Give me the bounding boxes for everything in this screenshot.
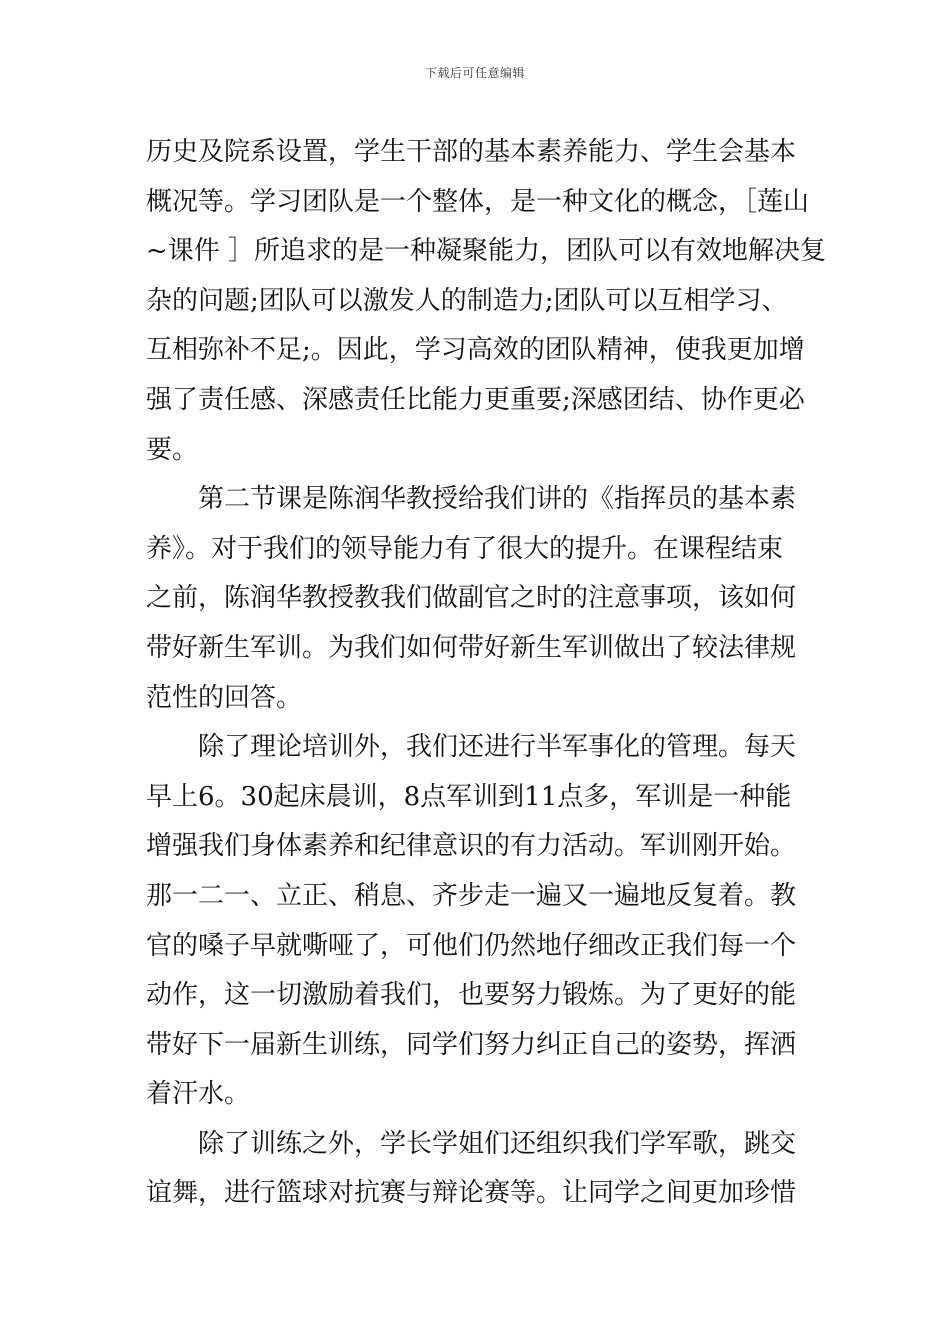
text-line: 强了责任感、深感责任比能力更重要;深感团结、协作更必 — [146, 384, 805, 415]
document-body — [146, 128, 827, 1219]
text-line: 早上6。30起床晨训，8点军训到11点多，军训是一种能 — [146, 781, 792, 812]
text-line: 第二节课是陈润华教授给我们讲的《指挥员的基本素 — [198, 484, 797, 515]
text-line: 之前，陈润华教授教我们做副官之时的注意事项，该如何 — [146, 583, 797, 614]
text-line: 动作，这一切激励着我们，也要努力锻炼。为了更好的能 — [146, 980, 797, 1011]
text-line: 除了理论培训外，我们还进行半军事化的管理。每天 — [198, 732, 797, 763]
text-line: 杂的问题;团队可以激发人的制造力;团队可以互相学习、 — [146, 285, 788, 316]
text-line: 互相弥补不足;。因此，学习高效的团队精神，使我更加增 — [146, 335, 805, 366]
text-line: 增强我们身体素养和纪律意识的有力活动。军训刚开始。 — [146, 831, 797, 862]
text-line: 历史及院系设置，学生干部的基本素养能力、学生会基本 — [146, 137, 797, 167]
text-line: ~课件 ］所追求的是一种凝聚能力，团队可以有效地解决复 — [146, 236, 827, 267]
text-line: 范性的回答。 — [146, 682, 303, 713]
text-line: 那一二一、立正、稍息、齐步走一遍又一遍地反复着。教 — [146, 880, 797, 911]
text-line: 官的嗓子早就嘶哑了，可他们仍然地仔细改正我们每一个 — [146, 930, 797, 961]
text-line: 除了训练之外，学长学姐们还组织我们学军歌，跳交 — [198, 1128, 797, 1159]
text-line: 着汗水。 — [146, 1079, 251, 1110]
text-line: 带好下一届新生训练，同学们努力纠正自己的姿势，挥洒 — [146, 1029, 797, 1060]
text-line: 要。 — [146, 434, 199, 465]
text-line: 带好新生军训。为我们如何带好新生军训做出了较法律规 — [146, 632, 797, 663]
text-line: 概况等。学习团队是一个整体，是一种文化的概念，［莲山 — [146, 186, 810, 217]
page-header: 下载后可任意编辑 — [424, 66, 525, 80]
text-line: 养》。对于我们的领导能力有了很大的提升。在课程结束 — [146, 533, 784, 564]
text-line: 谊舞，进行篮球对抗赛与辩论赛等。让同学之间更加珍惜 — [146, 1178, 797, 1209]
